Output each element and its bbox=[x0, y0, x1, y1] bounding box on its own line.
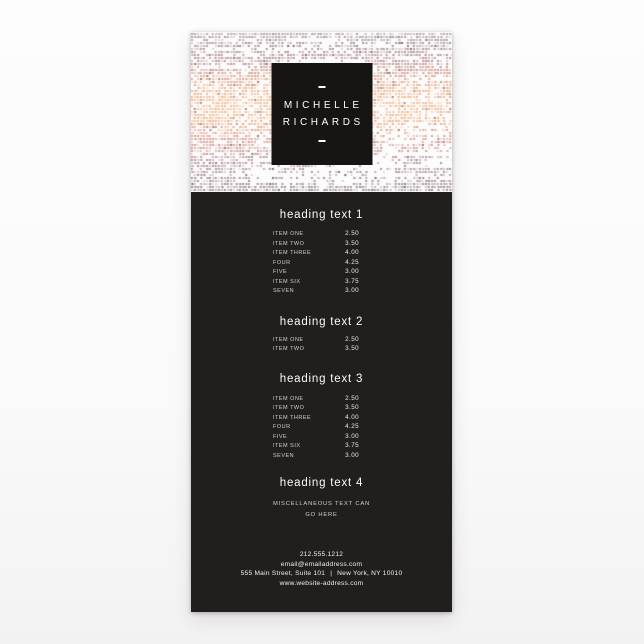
section-heading: heading text 2 bbox=[279, 315, 364, 328]
item-price: 2.50 bbox=[345, 230, 359, 237]
confetti-pattern-header bbox=[191, 32, 452, 192]
item-price: 3.75 bbox=[345, 277, 359, 285]
price-row bbox=[273, 423, 359, 433]
contact-address-street: 555 Main Street, Suite 101 bbox=[240, 570, 326, 578]
item-price: 3.50 bbox=[345, 239, 359, 247]
contact-address-separator: | bbox=[330, 570, 333, 578]
item-price: 4.25 bbox=[345, 423, 359, 430]
contact-phone: 212.555.1212 bbox=[299, 551, 344, 558]
section-heading: heading text 4 bbox=[279, 477, 364, 489]
brand-name-line1: MICHELLE bbox=[283, 100, 363, 111]
section-heading: heading text 1 bbox=[279, 209, 364, 221]
price-row bbox=[273, 452, 359, 462]
price-row bbox=[273, 433, 359, 443]
item-label: SEVEN bbox=[273, 452, 295, 459]
rack-card bbox=[191, 32, 452, 612]
price-row bbox=[273, 345, 359, 355]
brand-name-line2: RICHARDS bbox=[282, 117, 364, 128]
price-row bbox=[273, 268, 359, 278]
item-label: ITEM THREE bbox=[273, 250, 312, 256]
item-price: 2.50 bbox=[345, 335, 359, 343]
item-label: ITEM TWO bbox=[273, 346, 305, 352]
item-price: 4.00 bbox=[345, 249, 359, 256]
misc-note bbox=[191, 499, 452, 521]
item-price: 3.00 bbox=[345, 268, 359, 275]
contact-block bbox=[191, 550, 452, 588]
item-price: 3.75 bbox=[345, 442, 359, 449]
logo-box bbox=[271, 63, 372, 165]
note-line: MISCELLANEOUS TEXT CAN bbox=[273, 501, 370, 507]
item-label: FOUR bbox=[273, 424, 291, 430]
contact-address-city: New York, NY 10010 bbox=[337, 570, 403, 578]
price-list bbox=[273, 395, 359, 462]
price-row bbox=[273, 414, 359, 424]
section-heading: heading text 3 bbox=[279, 372, 364, 385]
item-label: ITEM TWO bbox=[273, 240, 305, 247]
price-row bbox=[273, 404, 359, 414]
price-row bbox=[273, 249, 359, 259]
price-row bbox=[273, 336, 359, 346]
menu-sections bbox=[191, 208, 452, 521]
item-label: ITEM ONE bbox=[273, 336, 304, 343]
item-price: 4.25 bbox=[345, 258, 359, 266]
item-price: 4.00 bbox=[345, 413, 359, 421]
dash-top-icon bbox=[318, 86, 325, 88]
item-price: 3.00 bbox=[345, 451, 359, 459]
item-label: FIVE bbox=[273, 269, 288, 275]
price-row bbox=[273, 287, 359, 297]
item-label: ITEM SIX bbox=[273, 278, 301, 285]
item-label: SEVEN bbox=[273, 288, 295, 294]
menu-body bbox=[191, 192, 452, 612]
price-row bbox=[273, 259, 359, 269]
item-label: ITEM SIX bbox=[273, 443, 301, 449]
item-price: 3.50 bbox=[345, 404, 359, 411]
item-price: 3.50 bbox=[345, 345, 359, 352]
contact-address bbox=[191, 569, 452, 579]
item-price: 3.00 bbox=[345, 432, 359, 440]
price-row bbox=[273, 240, 359, 250]
item-label: FIVE bbox=[273, 433, 288, 440]
item-price: 3.00 bbox=[345, 287, 359, 294]
item-label: ITEM THREE bbox=[273, 414, 312, 421]
contact-website: www.website-address.com bbox=[279, 579, 364, 587]
contact-email: email@emailaddress.com bbox=[280, 560, 363, 568]
item-price: 2.50 bbox=[345, 394, 359, 402]
item-label: ITEM ONE bbox=[273, 231, 304, 237]
price-row bbox=[273, 442, 359, 452]
price-row bbox=[273, 278, 359, 288]
dash-bottom-icon bbox=[318, 140, 325, 142]
price-list bbox=[273, 230, 359, 297]
item-label: FOUR bbox=[273, 259, 291, 266]
price-row bbox=[273, 395, 359, 405]
price-list bbox=[273, 336, 359, 355]
item-label: ITEM TWO bbox=[273, 405, 305, 411]
price-row bbox=[273, 230, 359, 240]
note-line: GO HERE bbox=[305, 512, 338, 518]
item-label: ITEM ONE bbox=[273, 395, 304, 402]
